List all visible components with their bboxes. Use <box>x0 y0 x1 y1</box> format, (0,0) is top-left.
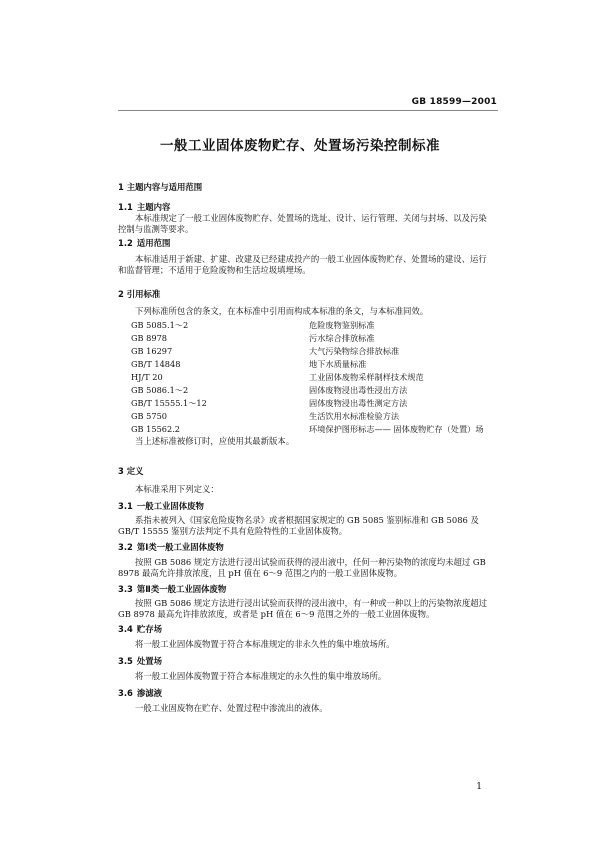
section-number: 3.1 <box>118 501 133 511</box>
section-title: 第Ⅰ类一般工业固体废物 <box>136 542 224 552</box>
ref-name: 污水综合排放标准 <box>309 333 375 343</box>
section-title: 处置场 <box>136 656 163 666</box>
section-1-2-text: 本标准适用于新建、扩建、改建及已经建成投产的一般工业固体废物贮存、处置场的建设、运行和监督管理；不适用于危险废物和生活垃圾填埋场。 <box>118 254 487 275</box>
section-number: 3.3 <box>118 584 133 594</box>
page-number: 1 <box>476 782 482 792</box>
ref-code: GB/T 15555.1～12 <box>131 398 207 408</box>
section-number: 1.2 <box>118 238 133 248</box>
section-2-intro: 下列标准所包含的条文，在本标准中引用而构成本标准的条文，与本标准同效。 <box>135 306 429 316</box>
definition-3-3-text: 按照 GB 5086 规定方法进行浸出试验而获得的浸出液中，有一种或一种以上的污染物浓度超过 GB 8978 最高允许排放浓度，或者是 pH 值在 6～9 范围之外的一般工业固体废物。 <box>118 598 488 619</box>
section-2-outro: 当上述标准被修订时，应使用其最新版本。 <box>135 436 295 446</box>
section-title: 贮存场 <box>136 624 163 634</box>
ref-code: HJ/T 20 <box>131 372 163 382</box>
standard-number: GB 18599—2001 <box>411 97 497 107</box>
section-title: 渗滤液 <box>136 688 163 698</box>
ref-name: 固体废物浸出毒性测定方法 <box>309 398 408 408</box>
section-number: 1.1 <box>118 202 133 212</box>
ref-code: GB 5085.1～2 <box>131 320 189 330</box>
ref-name: 危险废物鉴别标准 <box>309 320 375 330</box>
document-title: 一般工业固体废物贮存、处置场污染控制标准 <box>160 138 440 154</box>
section-number: 3.5 <box>118 656 133 666</box>
section-1-1-heading <box>118 202 170 213</box>
section-3-intro: 本标准采用下列定义： <box>135 484 219 494</box>
section-1-1-text: 本标准规定了一般工业固体废物贮存、处置场的选址、设计、运行管理、关闭与封场、以及污染控制与监测等要求。 <box>118 213 487 234</box>
ref-name: 环境保护图形标志—— 固体废物贮存（处置）场 <box>309 424 484 434</box>
definition-3-1-heading <box>118 501 204 512</box>
section-number: 3.4 <box>118 624 133 634</box>
ref-name: 大气污染物综合排放标准 <box>309 346 400 356</box>
ref-name: 工业固体废物采样制样技术规范 <box>309 372 424 382</box>
definition-3-6-heading <box>118 688 162 699</box>
section-title: 一般工业固体废物 <box>136 501 204 511</box>
ref-name: 固体废物浸出毒性浸出方法 <box>309 385 408 395</box>
definition-3-3-heading <box>118 584 226 595</box>
section-title: 第Ⅱ类一般工业固体废物 <box>136 584 227 594</box>
section-1-2-heading <box>118 238 170 249</box>
definition-3-5-text: 将一般工业固体废物置于符合本标准规定的永久性的集中堆放场所。 <box>135 671 387 681</box>
definition-3-4-text: 将一般工业固体废物置于符合本标准规定的非永久性的集中堆放场所。 <box>135 639 395 649</box>
section-number: 3.2 <box>118 542 133 552</box>
ref-name: 生活饮用水标准检验方法 <box>309 411 400 421</box>
definition-3-2-text: 按照 GB 5086 规定方法进行浸出试验而获得的浸出液中，任何一种污染物的浓度均未超过 GB 8978 最高允许排放浓度，且 pH 值在 6～9 范围之内的一般工业固体废物。 <box>118 557 486 578</box>
definition-3-1-text: 系指未被列入《国家危险废物名录》或者根据国家规定的 GB 5085 鉴别标准和 GB 5086 及 GB/T 15555 鉴别方法判定不具有危险特性的工业固体废物。 <box>118 515 479 536</box>
definition-3-2-heading <box>118 542 224 553</box>
section-2-heading: 2 引用标准 <box>118 289 161 299</box>
section-number: 3.6 <box>118 688 133 698</box>
definition-3-6-text: 一般工业固废物在贮存、处置过程中渗流出的液体。 <box>135 703 328 713</box>
ref-code: GB 5086.1～2 <box>131 385 189 395</box>
section-title: 主题内容 <box>136 202 171 212</box>
ref-code: GB 15562.2 <box>131 424 181 434</box>
ref-name: 地下水质量标准 <box>309 359 367 369</box>
section-3-heading: 3 定义 <box>118 466 144 476</box>
definition-3-5-heading <box>118 656 162 667</box>
ref-code: GB 16297 <box>131 346 173 356</box>
ref-code: GB 5750 <box>131 411 167 421</box>
ref-code: GB/T 14848 <box>131 359 181 369</box>
section-title: 适用范围 <box>136 238 171 248</box>
ref-code: GB 8978 <box>131 333 167 343</box>
definition-3-4-heading <box>118 624 162 635</box>
section-1-heading: 1 主题内容与适用范围 <box>118 182 203 192</box>
header-rule <box>118 110 498 111</box>
